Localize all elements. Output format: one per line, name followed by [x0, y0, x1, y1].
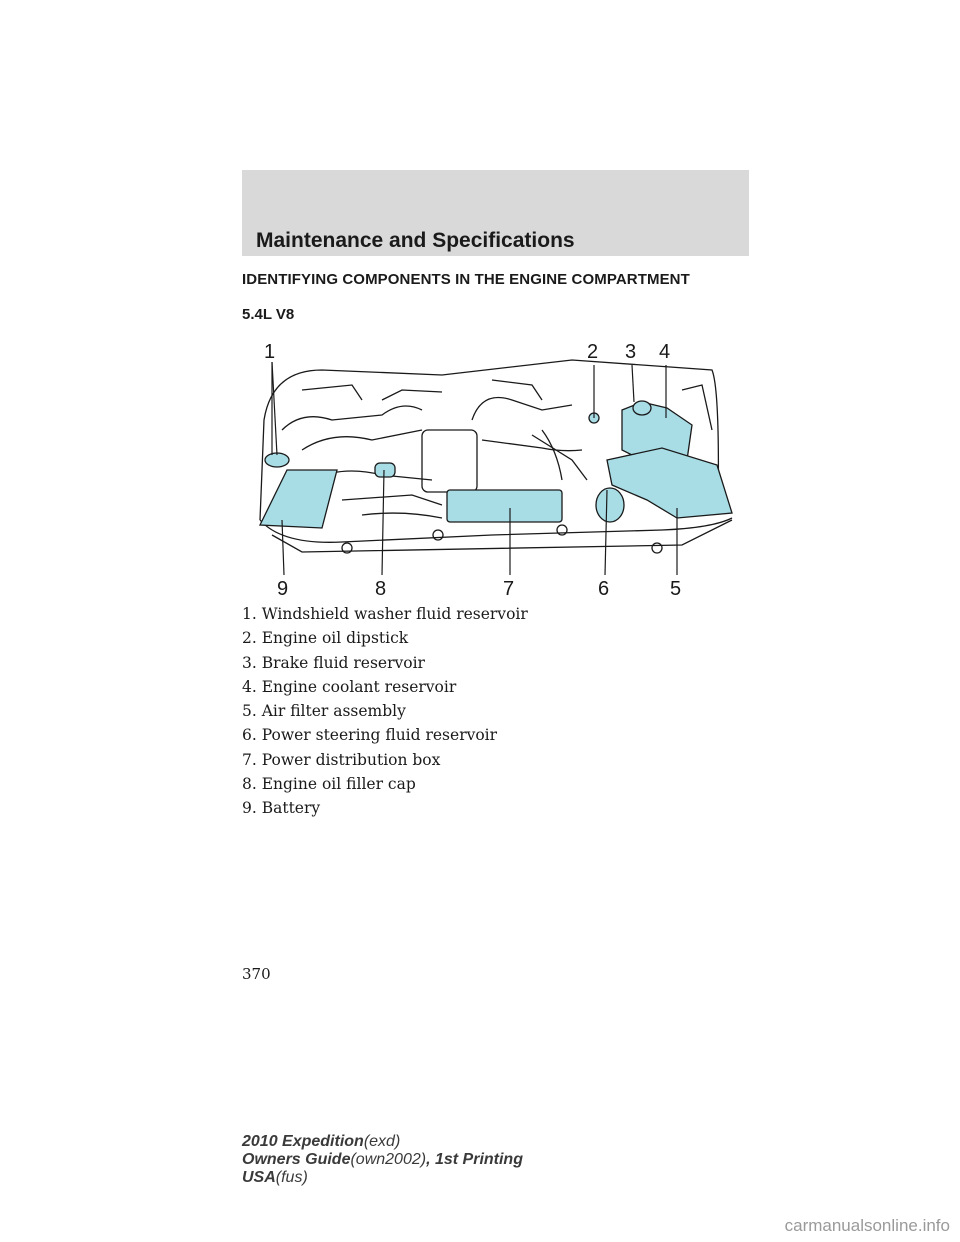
watermark: carmanualsonline.info: [784, 1216, 950, 1235]
legend-item: 9. Battery: [242, 799, 321, 818]
engine-compartment-diagram: [242, 330, 752, 600]
legend-item: 5. Air filter assembly: [242, 702, 406, 721]
footer-line-3: USA(fus): [242, 1169, 308, 1186]
battery-shape: [260, 470, 337, 528]
legend-item: 2. Engine oil dipstick: [242, 629, 409, 648]
washer-reservoir-cap: [265, 453, 289, 467]
legend-item: 8. Engine oil filler cap: [242, 775, 416, 794]
component-legend: [242, 602, 528, 821]
legend-item: 7. Power distribution box: [242, 750, 441, 769]
print-footer: [242, 1133, 523, 1187]
page-number: 370: [242, 965, 271, 983]
legend-item: 4. Engine coolant reservoir: [242, 677, 457, 696]
legend-item: 3. Brake fluid reservoir: [242, 653, 425, 672]
callout-3: 3: [625, 341, 637, 363]
legend-item: 6. Power steering fluid reservoir: [242, 726, 498, 745]
callout-7: 7: [503, 578, 515, 600]
callout-5: 5: [670, 578, 682, 600]
callout-8: 8: [375, 578, 387, 600]
page-header-title: Maintenance and Specifications: [256, 229, 575, 252]
brake-reservoir-cap: [633, 401, 651, 415]
engine-label: 5.4L V8: [242, 306, 295, 323]
legend-item: 1. Windshield washer fluid reservoir: [242, 605, 528, 623]
air-filter-shape: [607, 448, 732, 518]
callout-1: 1: [264, 341, 276, 363]
section-title: IDENTIFYING COMPONENTS IN THE ENGINE COMPARTMENT: [242, 271, 690, 288]
footer-line-2: Owners Guide(own2002), 1st Printing: [242, 1151, 523, 1168]
callout-6: 6: [598, 578, 610, 600]
power-distribution-box-shape: [447, 490, 562, 522]
power-steering-reservoir-shape: [596, 488, 624, 522]
callout-9: 9: [277, 578, 289, 600]
callout-2: 2: [587, 341, 599, 363]
footer-line-1: 2010 Expedition(exd): [242, 1133, 401, 1150]
callout-4: 4: [659, 341, 671, 363]
oil-filler-cap-shape: [375, 463, 395, 477]
